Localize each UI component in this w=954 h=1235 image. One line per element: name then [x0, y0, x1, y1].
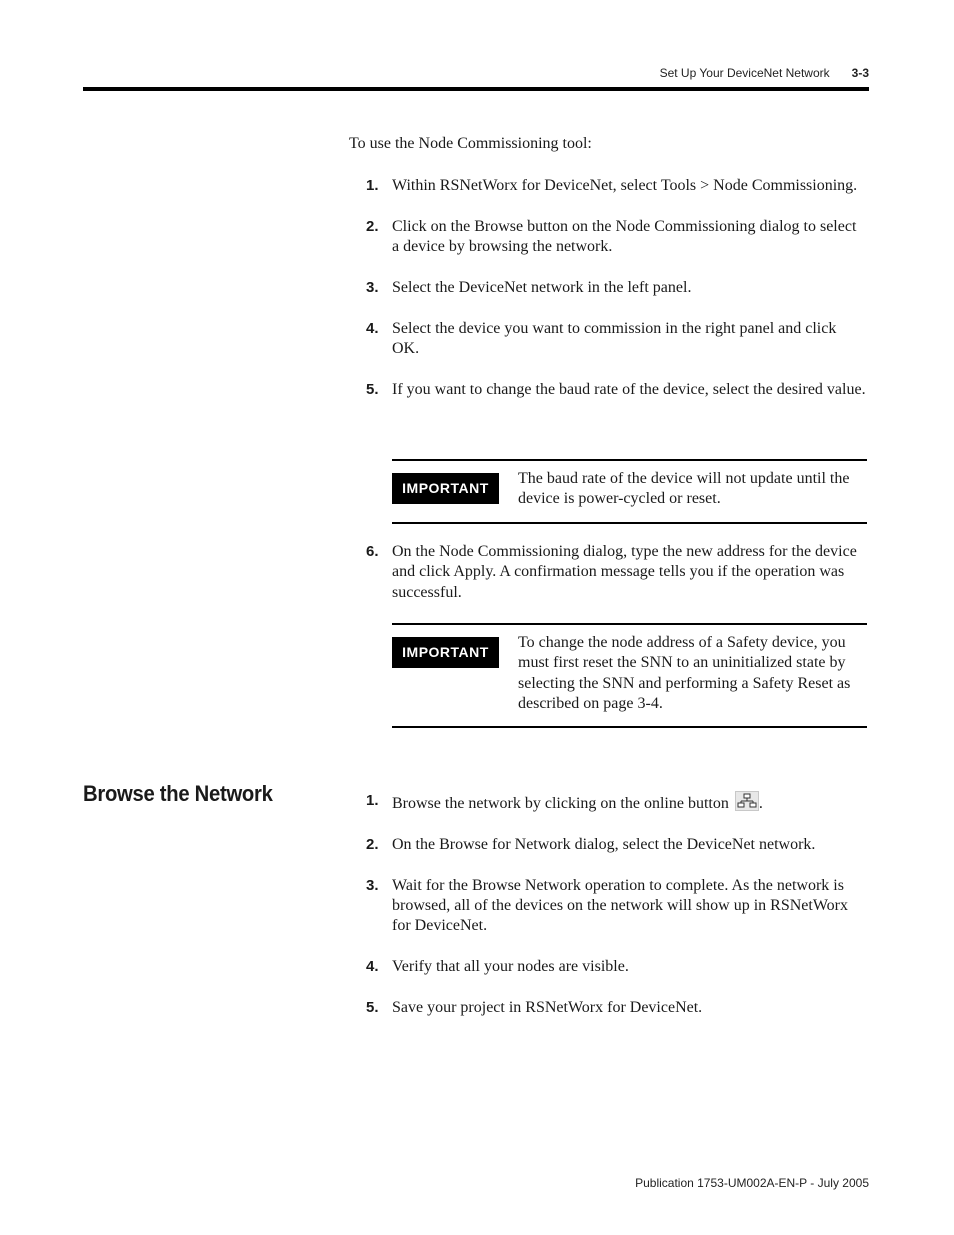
important-note-address — [392, 623, 867, 728]
list-item — [366, 380, 866, 400]
list-item — [366, 319, 866, 360]
page-number: 3-3 — [851, 66, 869, 80]
step-number: 4. — [366, 319, 379, 337]
step-text: If you want to change the baud rate of the device, select the desired value. — [392, 380, 866, 398]
step-text: Verify that all your nodes are visible. — [392, 957, 629, 975]
step-number: 1. — [366, 177, 379, 194]
list-item — [366, 835, 866, 855]
intro-text: To use the Node Commissioning tool: — [349, 135, 592, 152]
step-suffix: . — [758, 795, 763, 812]
step-number: 1. — [366, 792, 379, 809]
step-text: Save your project in RSNetWorx for DeviceNet. — [392, 998, 703, 1016]
step-text: Browse the network by clicking on the online button — [392, 795, 729, 812]
step-number: 6. — [366, 543, 379, 560]
important-text: To change the node address of a Safety device, you must first reset the SNN to an uninitialized state by selecting the SNN and performing a Safety Reset as described on page 3-4. — [518, 634, 851, 712]
important-text: The baud rate of the device will not update until the device is power-cycled or reset. — [518, 470, 850, 508]
list-item — [366, 278, 866, 298]
list-item — [366, 957, 866, 977]
list-item — [366, 542, 866, 603]
list-item — [366, 176, 866, 196]
step-number: 3. — [366, 876, 379, 894]
list-item — [366, 791, 866, 814]
list-item — [366, 217, 866, 258]
step-list-part2 — [366, 542, 866, 603]
network-online-icon — [735, 791, 759, 811]
step-text: Within RSNetWorx for DeviceNet, select Tools > Node Commissioning. — [392, 177, 858, 194]
list-item — [366, 998, 866, 1018]
step-text: Click on the Browse button on the Node Commissioning dialog to select a device by browsing the network. — [392, 217, 857, 256]
step-list-part1 — [366, 176, 866, 400]
step-text: On the Browse for Network dialog, select the DeviceNet network. — [392, 835, 816, 853]
step-number: 5. — [366, 380, 379, 398]
browse-step-list — [366, 791, 866, 1018]
step-text: Select the device you want to commission in the right panel and click OK. — [392, 319, 837, 357]
important-note-baud — [392, 459, 867, 524]
step-text: On the Node Commissioning dialog, type the new address for the device and click Apply. A confirmation message tells you if the operation was successful. — [392, 543, 857, 601]
page-header — [0, 66, 869, 80]
page-footer: Publication 1753-UM002A-EN-P - July 2005 — [635, 1176, 869, 1190]
step-number: 2. — [366, 217, 379, 235]
step-text: Wait for the Browse Network operation to complete. As the network is browsed, all of the devices on the network will show up in RSNetWorx for DeviceNet. — [392, 876, 848, 935]
step-number: 3. — [366, 278, 379, 296]
chapter-title: Set Up Your DeviceNet Network — [659, 66, 830, 80]
step-number: 5. — [366, 998, 379, 1016]
step-number: 2. — [366, 835, 379, 853]
important-label: IMPORTANT — [392, 473, 499, 504]
list-item — [366, 876, 866, 937]
header-rule — [83, 87, 869, 91]
step-number: 4. — [366, 957, 379, 975]
step-text: Select the DeviceNet network in the left panel. — [392, 278, 692, 296]
section-title: Browse the Network — [83, 781, 273, 806]
important-label: IMPORTANT — [392, 637, 499, 668]
